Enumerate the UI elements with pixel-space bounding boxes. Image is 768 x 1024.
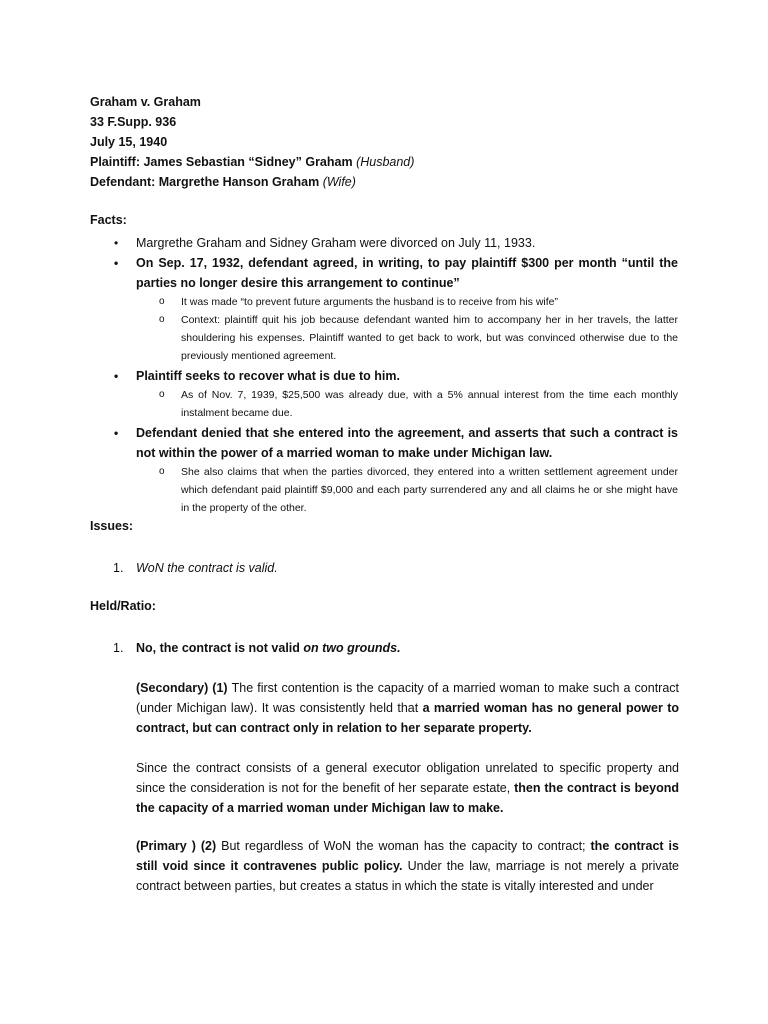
- sub-bullet-icon: o: [159, 389, 165, 400]
- facts-bullet-4-sub-1-text: She also claims that when the parties divorced, they entered into a written settlement agreement under which defendant paid plaintiff $9,000 and each party surrendered any and all claims he or she might have in the property of the other.: [181, 466, 678, 514]
- primary-text: But regardless of WoN the woman has the capacity to contract;: [221, 839, 591, 853]
- held-item-1-emphasis: on two grounds.: [303, 641, 401, 655]
- primary-emphasis: the contract is still void since it contravenes public policy.: [136, 839, 679, 873]
- held-item-1-text: No, the contract is not valid: [136, 641, 304, 655]
- facts-bullet-3-text: Plaintiff seeks to recover what is due to him.: [136, 369, 400, 383]
- defendant-line: [90, 172, 414, 192]
- facts-bullet-2-text: On Sep. 17, 1932, defendant agreed, in writing, to pay plaintiff $300 per month “until the parties no longer desire this arrangement to continue”: [136, 256, 678, 290]
- case-header: [90, 92, 414, 192]
- facts-bullet-3-sub-1-text: As of Nov. 7, 1939, $25,500 was already due, with a 5% annual interest from the time each monthly instalment became due.: [181, 389, 678, 419]
- facts-bullet-4: [114, 423, 678, 463]
- plaintiff-role: (Husband): [356, 155, 415, 169]
- plaintiff-label: Plaintiff:: [90, 155, 144, 169]
- sub-bullet-icon: o: [159, 466, 165, 477]
- held-paragraph-primary: [136, 836, 679, 896]
- defendant-label: Defendant:: [90, 175, 159, 189]
- facts-bullet-3-sub-1: [159, 386, 678, 422]
- case-date: July 15, 1940: [90, 135, 168, 149]
- defendant-role: (Wife): [322, 175, 356, 189]
- facts-bullet-1: [114, 233, 678, 253]
- case-citation: 33 F.Supp. 936: [90, 115, 177, 129]
- facts-bullet-3: [114, 366, 678, 386]
- issues-item-number: 1.: [113, 561, 124, 575]
- sub-bullet-icon: o: [159, 296, 165, 307]
- facts-bullet-2-sub-2-text: Context: plaintiff quit his job because defendant wanted him to accompany her in her travels, the latter shouldering his expenses. Plaintiff wanted to get back to work, but was convinced otherwise due to the previously mentioned agreement.: [181, 314, 678, 362]
- since-text: Since the contract consists of a general executor obligation unrelated to specific property and since the consideration is not for the benefit of her separate estate,: [136, 761, 679, 795]
- facts-bullet-2: [114, 253, 678, 293]
- facts-bullet-1-text: Margrethe Graham and Sidney Graham were divorced on July 11, 1933.: [136, 236, 536, 250]
- facts-bullet-2-sub-1: [159, 293, 678, 311]
- facts-bullet-2-sub-1-text: It was made “to prevent future arguments the husband is to receive from his wife”: [181, 296, 559, 308]
- plaintiff-line: [90, 152, 414, 172]
- facts-bullet-4-sub-1: [159, 463, 678, 517]
- plaintiff-name: James Sebastian “Sidney” Graham: [143, 155, 357, 169]
- bullet-icon: •: [114, 369, 119, 383]
- secondary-emphasis: a married woman has no general power to contract, but can contract only in relation to her separate property.: [136, 701, 680, 735]
- primary-label: (Primary ) (2): [136, 839, 222, 853]
- facts-bullet-4-text: Defendant denied that she entered into the agreement, and asserts that such a contract is not within the power of a married woman to make under Michigan law.: [136, 426, 678, 460]
- held-item-1: [113, 638, 678, 658]
- facts-heading: Facts:: [90, 213, 127, 227]
- defendant-name: Margrethe Hanson Graham: [158, 175, 323, 189]
- held-paragraph-secondary: [136, 678, 679, 738]
- facts-bullet-2-sub-2: [159, 311, 678, 365]
- held-item-number: 1.: [113, 641, 124, 655]
- primary-continuation: Under the law, marriage is not merely a private contract between parties, but creates a status in which the state is vitally interested and under: [136, 859, 679, 893]
- since-emphasis: then the contract is beyond the capacity of a married woman under Michigan law to make.: [136, 781, 679, 815]
- secondary-label: (Secondary) (1): [136, 681, 232, 695]
- bullet-icon: •: [114, 236, 119, 250]
- bullet-icon: •: [114, 426, 119, 440]
- issues-heading: Issues:: [90, 519, 134, 533]
- held-heading: Held/Ratio:: [90, 599, 156, 613]
- secondary-text: The first contention is the capacity of a married woman to make such a contract (under Michigan law). It was consistently held that: [136, 681, 680, 715]
- issues-item-1-text: WoN the contract is valid.: [136, 561, 278, 575]
- sub-bullet-icon: o: [159, 314, 165, 325]
- bullet-icon: •: [114, 256, 119, 270]
- case-title: Graham v. Graham: [90, 95, 201, 109]
- issues-item-1: [113, 558, 678, 578]
- held-paragraph-since: [136, 758, 679, 818]
